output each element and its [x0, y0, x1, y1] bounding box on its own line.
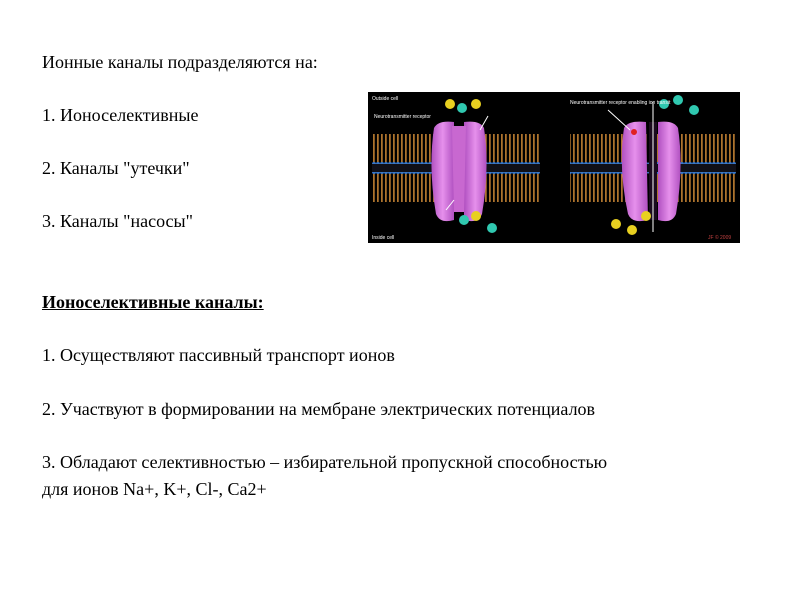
- type-item-3: 3. Каналы "насосы": [42, 211, 193, 231]
- intro-text: Ионные каналы подразделяются на:: [42, 52, 318, 72]
- sodium-ion-icon: [445, 99, 455, 109]
- potassium-ion-icon: [487, 223, 497, 233]
- sodium-ion-icon: [611, 219, 621, 229]
- potassium-ion-icon: [689, 105, 699, 115]
- inside-cell-label: Inside cell: [372, 235, 395, 241]
- receptor-label-right: Neurotransmitter receptor enabling ion transit: [570, 100, 671, 106]
- potassium-ion-icon: [457, 103, 467, 113]
- potassium-ion-icon: [459, 215, 469, 225]
- sodium-ion-icon: [641, 211, 651, 221]
- sodium-ion-icon: [471, 211, 481, 221]
- point-2: 2. Участвуют в формировании на мембране электрических потенциалов: [42, 399, 596, 419]
- point-1: 1. Осуществляют пассивный транспорт ионов: [42, 345, 395, 365]
- type-item-1: 1. Ионоселективные: [42, 105, 199, 125]
- image-credit: JF © 2009: [708, 235, 732, 241]
- closed-channel: [431, 122, 486, 222]
- sodium-ion-icon: [627, 225, 637, 235]
- point-3-continued: для ионов Na+, K+, Cl-, Ca2+: [42, 479, 267, 499]
- transmitter-bound-icon: [631, 129, 637, 135]
- potassium-ion-icon: [673, 95, 683, 105]
- point-3: 3. Обладают селективностью – избирательной пропускной способностью: [42, 452, 608, 472]
- outside-cell-label: Outside cell: [372, 96, 399, 102]
- ion-channel-illustration: [368, 92, 740, 243]
- section-heading: Ионоселективные каналы:: [42, 292, 264, 312]
- open-channel: [622, 102, 681, 232]
- receptor-label-left: Neurotransmitter receptor: [374, 114, 431, 120]
- type-item-2: 2. Каналы "утечки": [42, 158, 190, 178]
- sodium-ion-icon: [471, 99, 481, 109]
